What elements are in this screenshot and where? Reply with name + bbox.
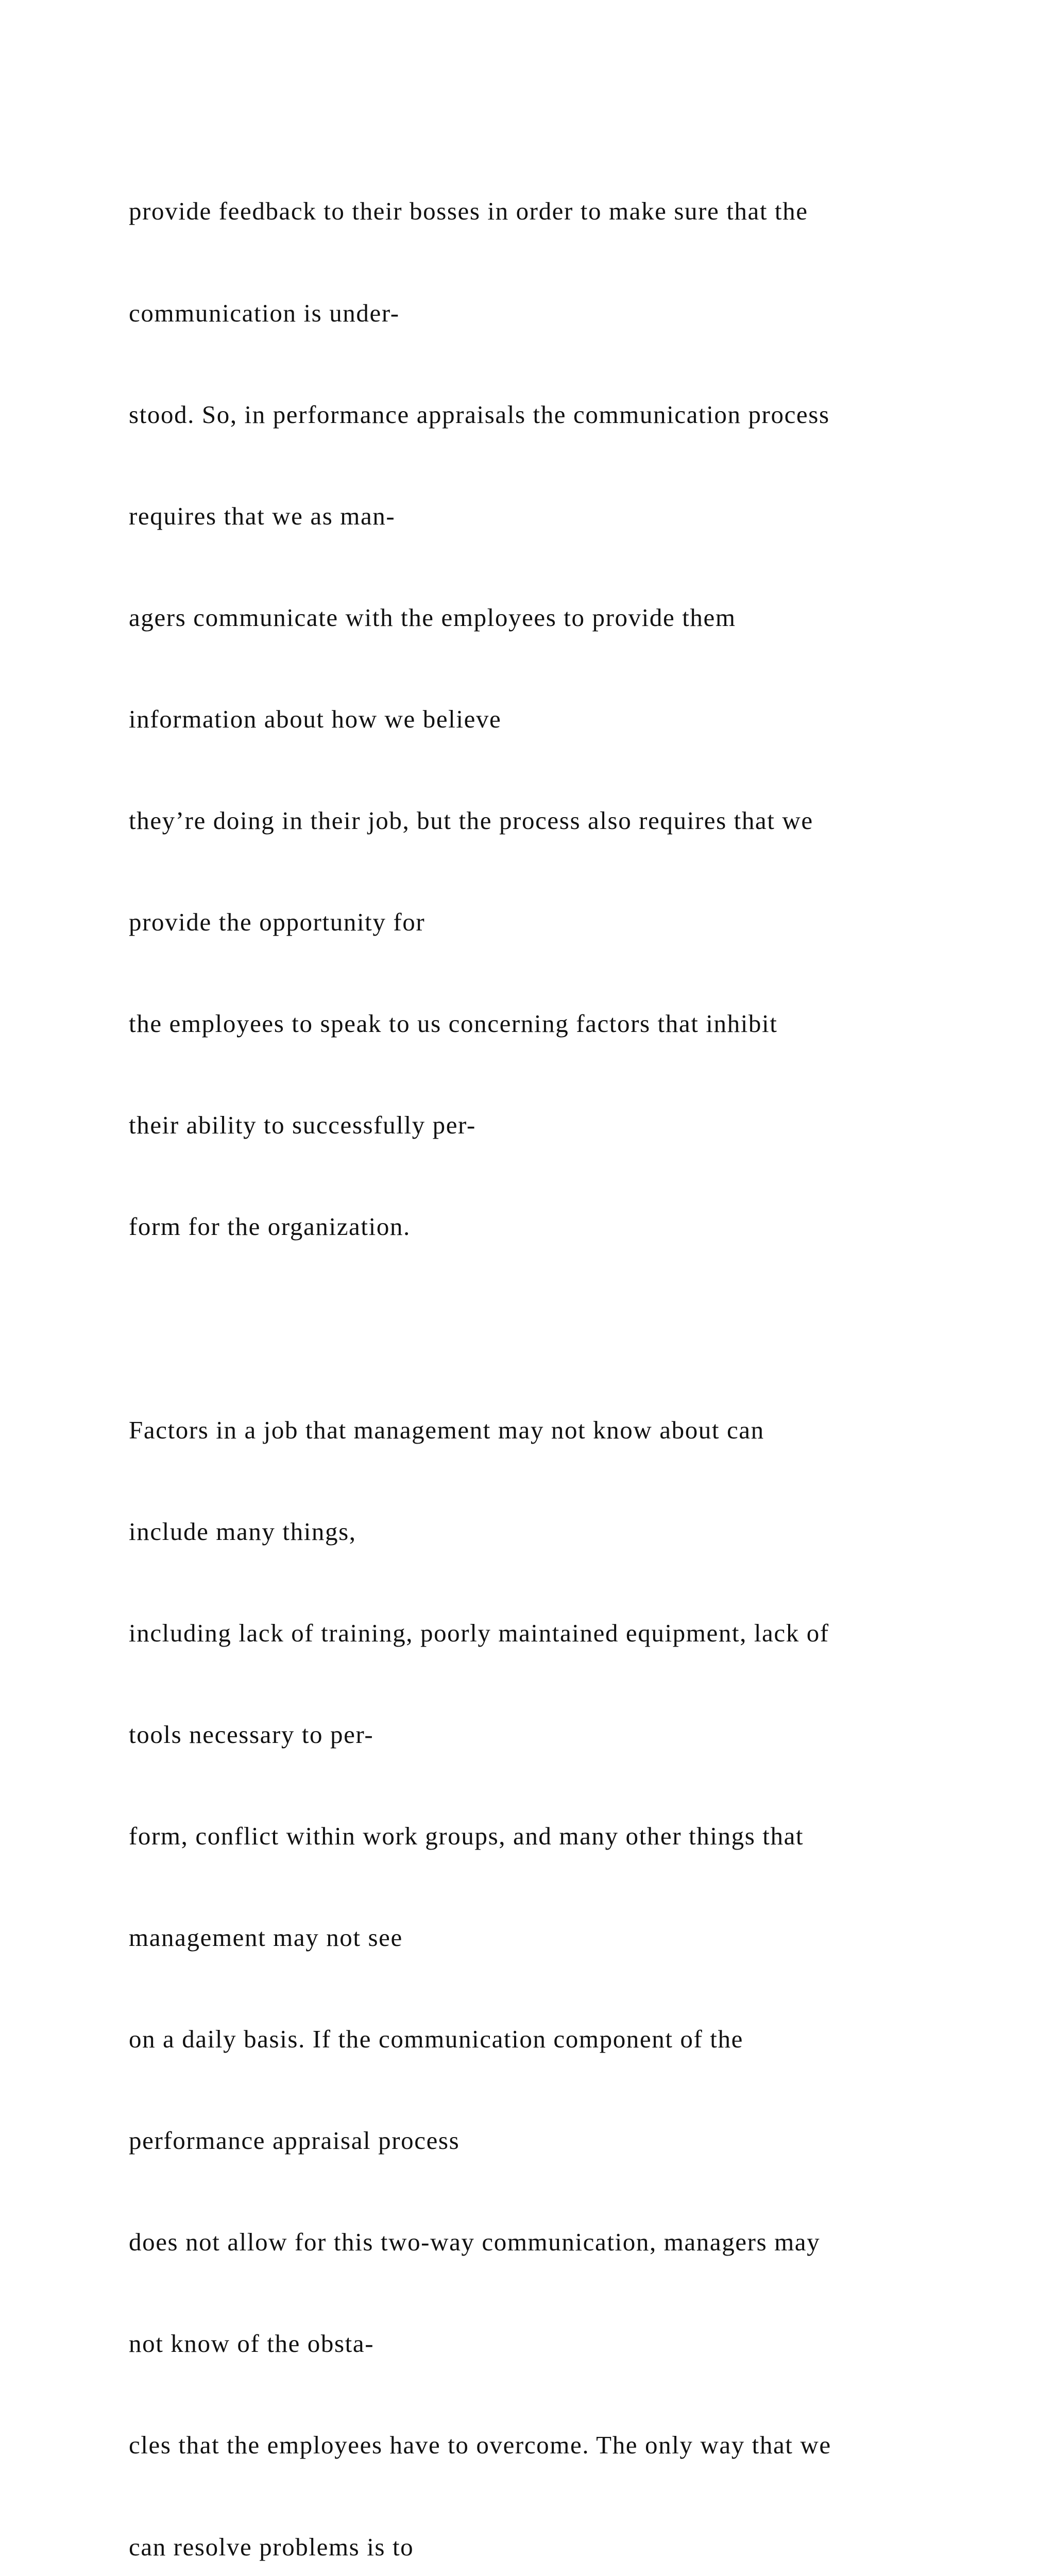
text-line: provide the opportunity for	[129, 908, 426, 937]
text-line: requires that we as man-	[129, 501, 396, 530]
text-line: management may not see	[129, 1923, 403, 1952]
text-line: form for the organization.	[129, 1212, 411, 1241]
text-line: information about how we believe	[129, 704, 502, 733]
text-line: communication is under-	[129, 298, 400, 327]
text-line: cles that the employees have to overcome. The only way that we	[129, 2431, 831, 2460]
text-line: including lack of training, poorly maintained equipment, lack of	[129, 1618, 829, 1647]
text-line: Factors in a job that management may not know about can	[129, 1415, 764, 1444]
document-body	[129, 127, 1005, 2576]
text-line: does not allow for this two-way communication, managers may	[129, 2228, 821, 2257]
text-line: provide feedback to their bosses in order to make sure that the	[129, 197, 808, 226]
text-line: stood. So, in performance appraisals the communication process	[129, 400, 830, 429]
text-line: form, conflict within work groups, and many other things that	[129, 1821, 804, 1850]
text-line: agers communicate with the employees to provide them	[129, 603, 736, 632]
text-line: their ability to successfully per-	[129, 1111, 476, 1140]
text-line: not know of the obsta-	[129, 2329, 375, 2358]
text-line: they’re doing in their job, but the process also requires that we	[129, 806, 813, 835]
text-line: performance appraisal process	[129, 2126, 460, 2155]
text-line: can resolve problems is to	[129, 2532, 414, 2561]
text-line: include many things,	[129, 1517, 356, 1546]
text-line: the employees to speak to us concerning factors that inhibit	[129, 1009, 778, 1038]
text-line: on a daily basis. If the communication component of the	[129, 2025, 743, 2054]
text-line: tools necessary to per-	[129, 1720, 374, 1749]
blank-line	[129, 1311, 1005, 1345]
